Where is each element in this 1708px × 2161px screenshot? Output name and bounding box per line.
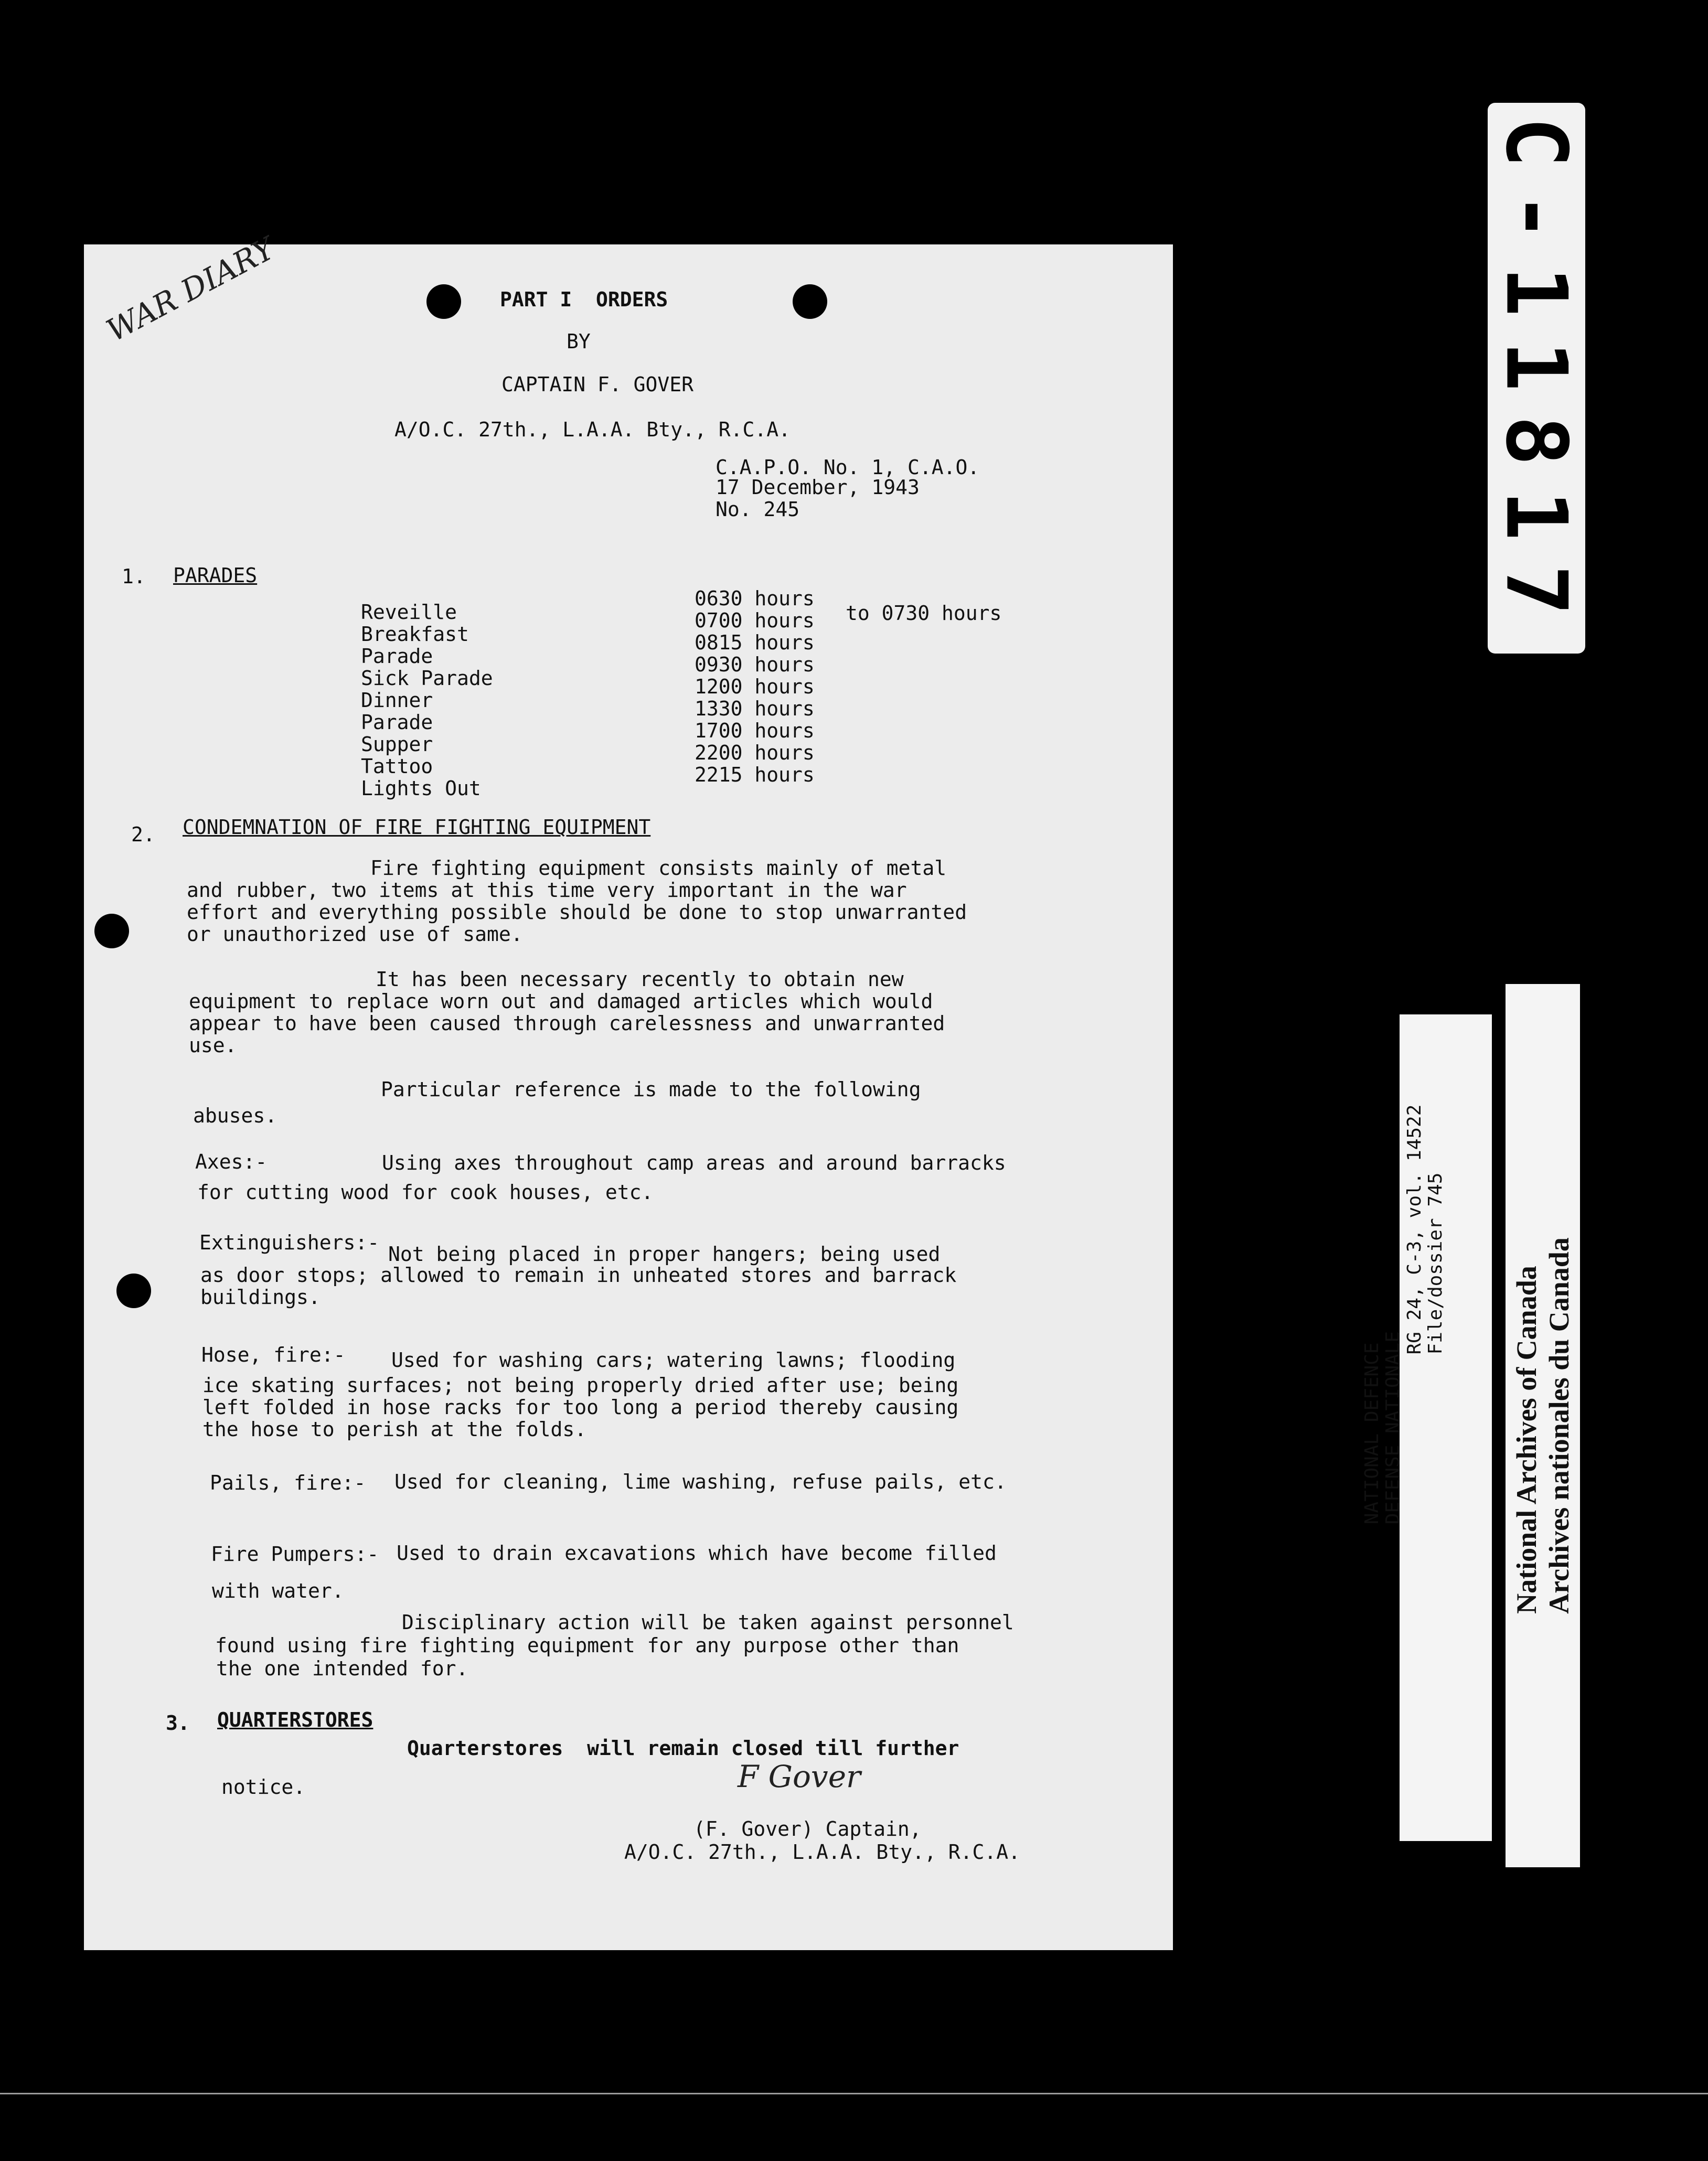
- abuse-line: with water.: [212, 1579, 344, 1602]
- abuse-label: Extinguishers:-: [199, 1231, 380, 1254]
- abuse-line: the hose to perish at the folds.: [202, 1418, 587, 1441]
- schedule-time: 1200 hours: [695, 675, 815, 698]
- schedule-event: Parade: [361, 711, 433, 734]
- abuse-line: as door stops; allowed to remain in unheated stores and barrack: [200, 1264, 957, 1287]
- frame-number: C-11817: [1488, 116, 1585, 640]
- abuse-line: buildings.: [200, 1286, 321, 1309]
- abuse-line: left folded in hose racks for too long a period thereby causing: [202, 1396, 959, 1419]
- body-line: effort and everything possible should be done to stop unwarranted: [187, 901, 967, 924]
- body-line: Particular reference is made to the following: [381, 1078, 921, 1101]
- handwritten-note: WAR DIARY: [100, 230, 281, 349]
- schedule-time: 1700 hours: [695, 719, 815, 742]
- schedule-time: 0700 hours: [695, 609, 815, 632]
- abuse-label: Pails, fire:-: [210, 1471, 366, 1494]
- abuse-line: for cutting wood for cook houses, etc.: [197, 1181, 654, 1204]
- frame-number-tab: [1488, 103, 1585, 654]
- handwritten-signature: F Gover: [738, 1759, 861, 1794]
- schedule-time: 0630 hours: [695, 587, 815, 610]
- abuse-line: Used for cleaning, lime washing, refuse pails, etc.: [394, 1470, 1007, 1493]
- body-line: Fire fighting equipment consists mainly of metal: [370, 857, 947, 880]
- archive-reference-label: [1361, 1014, 1492, 1841]
- institution-block: [1510, 1237, 1575, 1614]
- abuse-label: Fire Pumpers:-: [211, 1543, 379, 1566]
- reference-line: File/dossier 745: [1425, 1172, 1447, 1355]
- department-line: NATIONAL DEFENCE: [1361, 1342, 1383, 1525]
- department-line: DEFENSE NATIONALE: [1382, 1331, 1404, 1525]
- reference-post-office: C.A.P.O. No. 1, C.A.O.: [716, 456, 980, 479]
- body-line: notice.: [221, 1775, 306, 1799]
- document-page: [84, 230, 1173, 1950]
- schedule-event: Lights Out: [361, 777, 481, 800]
- order-title: PART I ORDERS: [500, 288, 668, 311]
- body-line: equipment to replace worn out and damaged articles which would: [189, 990, 933, 1013]
- order-by: BY: [567, 330, 591, 353]
- institution-line: Archives nationales du Canada: [1543, 1237, 1575, 1614]
- section-number: 1.: [122, 565, 146, 588]
- section-number: 3.: [166, 1711, 190, 1735]
- punch-hole: [793, 284, 827, 319]
- schedule-event: Reveille: [361, 601, 457, 624]
- section-title: PARADES: [173, 564, 258, 587]
- body-line: appear to have been caused through carelessness and unwarranted: [189, 1012, 945, 1035]
- order-officer: CAPTAIN F. GOVER: [501, 373, 694, 396]
- body-line: found using fire fighting equipment for any purpose other than: [215, 1634, 959, 1657]
- abuse-label: Axes:-: [195, 1150, 268, 1173]
- reference-number: No. 245: [716, 498, 800, 521]
- archive-label-block: [1362, 1331, 1530, 1524]
- abuse-line: ice skating surfaces; not being properly dried after use; being: [202, 1374, 959, 1397]
- abuse-line: Not being placed in proper hangers; being used: [388, 1243, 941, 1266]
- schedule-event: Breakfast: [361, 623, 469, 646]
- abuse-line: Using axes throughout camp areas and around barracks: [382, 1151, 1006, 1174]
- schedule-event: Supper: [361, 733, 433, 756]
- schedule-time: 0930 hours: [695, 653, 815, 676]
- institution-line: National Archives of Canada: [1511, 1266, 1542, 1614]
- reference-date: 17 December, 1943: [716, 476, 920, 499]
- punch-hole: [116, 1274, 151, 1308]
- schedule-time: 1330 hours: [695, 697, 815, 720]
- body-line: and rubber, two items at this time very important in the war: [187, 879, 907, 902]
- schedule-event: Sick Parade: [361, 667, 493, 690]
- body-line: It has been necessary recently to obtain new: [376, 968, 904, 991]
- film-edge-line: [0, 2093, 1708, 2094]
- section-title: CONDEMNATION OF FIRE FIGHTING EQUIPMENT: [183, 816, 651, 839]
- punch-hole: [426, 284, 461, 319]
- schedule-time: 2215 hours: [695, 763, 815, 786]
- schedule-time: 0815 hours: [695, 631, 815, 654]
- signature-name: (F. Gover) Captain,: [693, 1817, 922, 1841]
- reference-line: RG 24, C-3, vol. 14522: [1404, 1104, 1426, 1355]
- schedule-event: Parade: [361, 645, 433, 668]
- schedule-extra: to 0730 hours: [846, 602, 1002, 625]
- reference-block: [1404, 1104, 1446, 1354]
- signature-unit: A/O.C. 27th., L.A.A. Bty., R.C.A.: [624, 1841, 1020, 1864]
- body-line: Quarterstores will remain closed till further: [407, 1737, 959, 1760]
- body-line: Disciplinary action will be taken against personnel: [402, 1611, 1014, 1634]
- schedule-time: 2200 hours: [695, 741, 815, 764]
- schedule-event: Tattoo: [361, 755, 433, 778]
- section-number: 2.: [131, 823, 155, 846]
- schedule-event: Dinner: [361, 689, 433, 712]
- abuse-label: Hose, fire:-: [201, 1343, 346, 1366]
- body-line: the one intended for.: [216, 1657, 468, 1680]
- body-line: abuses.: [193, 1104, 277, 1127]
- body-line: use.: [189, 1034, 237, 1057]
- order-unit: A/O.C. 27th., L.A.A. Bty., R.C.A.: [394, 418, 791, 441]
- institution-label: [1506, 984, 1580, 1867]
- abuse-line: Used for washing cars; watering lawns; flooding: [391, 1349, 956, 1372]
- section-title: QUARTERSTORES: [217, 1708, 373, 1731]
- abuse-line: Used to drain excavations which have become filled: [397, 1542, 997, 1565]
- punch-hole: [94, 914, 129, 948]
- body-line: or unauthorized use of same.: [187, 923, 523, 946]
